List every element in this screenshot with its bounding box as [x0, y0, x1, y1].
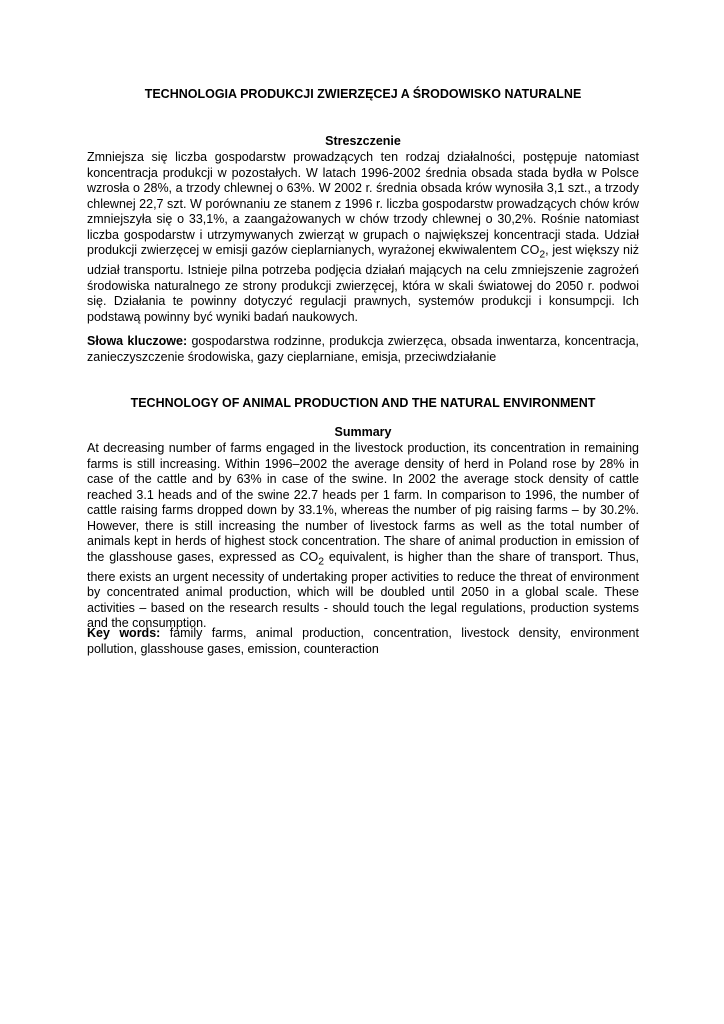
polish-keywords-text: gospodarstwa rodzinne, produkcja zwierzęca, obsada inwentarza, koncentracja, zanieczyszczenie środowiska, gazy cieplarniane, emisja, przeciwdziałanie — [87, 334, 639, 364]
polish-abstract-heading: Streszczenie — [325, 134, 401, 148]
english-keywords-text: family farms, animal production, concentration, livestock density, environment pollution, glasshouse gases, emission, counteraction — [87, 626, 639, 656]
english-abstract-subscript: 2 — [318, 556, 325, 567]
english-keywords — [87, 626, 639, 657]
polish-title: TECHNOLOGIA PRODUKCJI ZWIERZĘCEJ A ŚRODOWISKO NATURALNE — [144, 87, 582, 101]
polish-abstract-text-2: , jest większy niż udział transportu. Istnieje pilna potrzeba podjęcia działań mających na celu zmniejszenie zagrożeń środowiska naturalnego ze strony produkcji zwierzęcej, która w skali światowej do 2050 r. podwoi się. Działania te powinny dotyczyć regulacji prawnych, systemów produkcji i konsumpcji. Ich podstawą powinny być wyniki badań naukowych. — [87, 243, 639, 324]
english-abstract — [87, 441, 639, 632]
polish-abstract-subscript: 2 — [539, 249, 546, 261]
polish-abstract-text-1: Zmniejsza się liczba gospodarstw prowadzących ten rodzaj działalności, postępuje natomiast koncentracja produkcji w pozostałych. W latach 1996-2002 średnia obsada stada bydła w Polsce wzrosła o 28%, a trzody chlewnej o 63%. W 2002 r. średnia obsada krów wynosiła 3,1 szt., a trzody chlewnej 22,7 szt. W porównaniu ze stanem z 1996 r. liczba gospodarstw prowadzących chów krów zmniejszyła się o 33,1%, a zaangażowanych w chów trzody chlewnej o 30,2%. Rośnie natomiast liczba gospodarstw i utrzymywanych zwierząt w grupach o największej koncentracji stada. Udział produkcji zwierzęcej w emisji gazów cieplarnianych, wyrażonej ekwiwalentem CO — [87, 150, 639, 257]
english-abstract-text-1: At decreasing number of farms engaged in the livestock production, its concentration in remaining farms is still increasing. Within 1996–2002 the average density of herd in Poland rose by 28% in case of the cattle and by 63% in case of the swine. In 2002 the average stock density of cattle reached 3.1 heads and of the swine 22.7 heads per 1 farm. In comparison to 1996, the number of cattle raising farms dropped down by 33.1%, whereas the number of pig raising farms – by 30.2%. However, there is still increasing the number of livestock farms as well as the total number of animals kept in herds of highest stock concentration. The share of animal production in emission of the glasshouse gases, expressed as CO — [87, 441, 639, 564]
english-abstract-text-2: equivalent, is higher than the share of transport. Thus, there exists an urgent necessity of undertaking proper activities to reduce the threat of environment by concentrated animal production, which will be doubled until 2050 in a global scale. These activities – based on the research results - should touch the legal regulations, production systems and the consumption. — [87, 549, 639, 630]
english-keywords-label: Key words: — [87, 626, 161, 640]
english-title: TECHNOLOGY OF ANIMAL PRODUCTION AND THE NATURAL ENVIRONMENT — [130, 396, 596, 410]
english-abstract-heading: Summary — [334, 425, 392, 439]
polish-keywords — [87, 334, 639, 365]
polish-keywords-label: Słowa kluczowe: — [87, 334, 188, 348]
polish-abstract — [87, 150, 639, 325]
